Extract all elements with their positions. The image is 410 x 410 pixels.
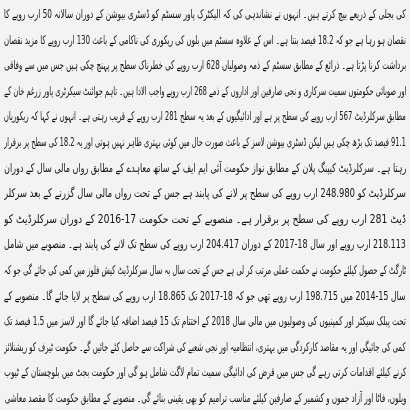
- article-line: [4, 282, 406, 308]
- article-line: [4, 205, 406, 231]
- article-line: [4, 77, 406, 103]
- article-line-text: برداشت کرنا پڑتا ہے۔ ذرائع کے مطابق سسٹم کے ذمہ وصولیاں 628 ارب روپے کی خطرناک سطح پر پہنچ چکی ہیں جس میں سے وفاقی: [4, 58, 406, 73]
- article-line-text: سال 15-2014 میں 198.715 ارب روپے تھی جو کہ 18-2017 تک 18.865 ارب روپے کی سطح پر لایا جائے گا۔ منصوبے کے: [4, 288, 406, 303]
- article-line-text: ڈیٹ 281 ارب روپے کی سطح پر برقرار ہے۔ منصوبے کے تحت حکومت 17-2016 کے دوران سرکلرڈیٹ کو: [4, 211, 406, 226]
- article-line-text: نقصان ہو رہا ہے جو کہ 18.2 فیصد بنتا ہے۔ اس کے علاوہ سسٹم میں بلوں کی ریکوری کی ناکامی کے باعث 130 ارب روپے کا مزید نقصان: [4, 32, 406, 47]
- article-line-text: کمی کی جائیگی اور یہ مقاصد کارکردگی میں بہتری، انتظامیہ اور نجی شعبے کی شراکت سے حاصل کئے جائیں گے۔ حکومت ٹیرف کو ریشنلائز: [4, 339, 406, 354]
- article-line: [4, 333, 406, 359]
- article-line-text: رہتا ہے۔ سرکلرڈیٹ کیپنگ پلان کے مطابق نواز حکومت آئی ایم ایف کے ساتھ معاہدے کے مطابق رواں مالی سال کے دوران: [4, 160, 406, 175]
- article-line: [4, 256, 406, 282]
- article-line: [4, 0, 406, 26]
- article-line-text: تحت پبلک سیکٹر اور کمپنیوں کی وصولیوں میں مالی سال 2018 کے اختتام تک 15 فیصد اضافہ کیا جائے گا اور لاسز میں 1.5 فیصد تک: [4, 314, 406, 329]
- article-line-text: سرکلرڈیٹ کو 248.980 ارب روپے کی سطح پر لانے کی پابند ہے جس کے تحت رواں مالی سال گزرنے کے بعد سرکلر: [4, 186, 406, 201]
- article-line-text: مطابق سرکلرڈیٹ 567 ارب روپے کی سطح پر ہے اور ادائیگیوں کے بعد یہ سطح 281 ارب روپے کے قریب رہتی ہے۔ انہوں نے کہا کہ ریکوریاں: [4, 109, 406, 124]
- article-line-text: اور صوبائی حکومتوں سمیت سرکاری و نجی صارفین اور اداروں کے ذمے 268 ارب روپے واجب الادا ہیں۔ تاہم جوائنٹ سیکرٹری پاور زرغم خان کے: [4, 83, 406, 98]
- article-line-text: 218.113 ارب روپے اور سال 18-2017 کے دوران 204.417 ارب روپے کی سطح تک لانے کی پابند ہے۔ منصوبے میں شامل: [4, 237, 406, 252]
- article-line-text: ٹارگٹ کے حصول کیلئے حکومت نے حکمت عملی مرتب کر لی ہے جس کے تحت سال بہ سال سرکلرڈیٹ کیش فلوز میں کمی کی جائے گی جو کہ: [4, 262, 406, 277]
- article-line: [4, 128, 406, 154]
- article-line: [4, 230, 406, 256]
- article-line: [4, 179, 406, 205]
- article-line: [4, 26, 406, 52]
- article-line-text: ویلوں، فاٹا اور آزاد جموں و کشمیر کے صارفین کیلئے مناسب ترامیم کو بھی یقینی بنائے گی۔ منصوبے کے مطابق حکومت کا مقصد معاشی: [4, 390, 406, 405]
- article-line: [4, 102, 406, 128]
- article-line-text: کی بجلی کے ذریعے بیچ کرتے ہیں۔ انہوں نے نشاندہی کی کہ الیکٹرک پاور سسٹم کو ڈسٹری بیوشن کے دوران سالانہ 50 ارب روپے کا: [4, 7, 406, 21]
- article-line-text: کرنے کیلئے اقدامات کرتی رہے گی جس میں قرض کی ادائیگی سمیت تمام لاگت شامل ہو گی اور حکومت بجٹ میں بلوچستان کے ٹیوب: [4, 365, 406, 380]
- article-line-text: 91.1 فیصد تک بڑھ چکی ہیں لیکن ڈسٹری بیوشن لاسز کے باعث صورت حال میں کوئی بہتری ظاہر نہیں ہوتی اور یہ 18.2 کی سطح پر برقرار: [4, 134, 406, 149]
- article-line: [4, 51, 406, 77]
- article-line: [4, 358, 406, 384]
- article-line: [4, 307, 406, 333]
- article-line: [4, 384, 406, 410]
- article-line: [4, 154, 406, 180]
